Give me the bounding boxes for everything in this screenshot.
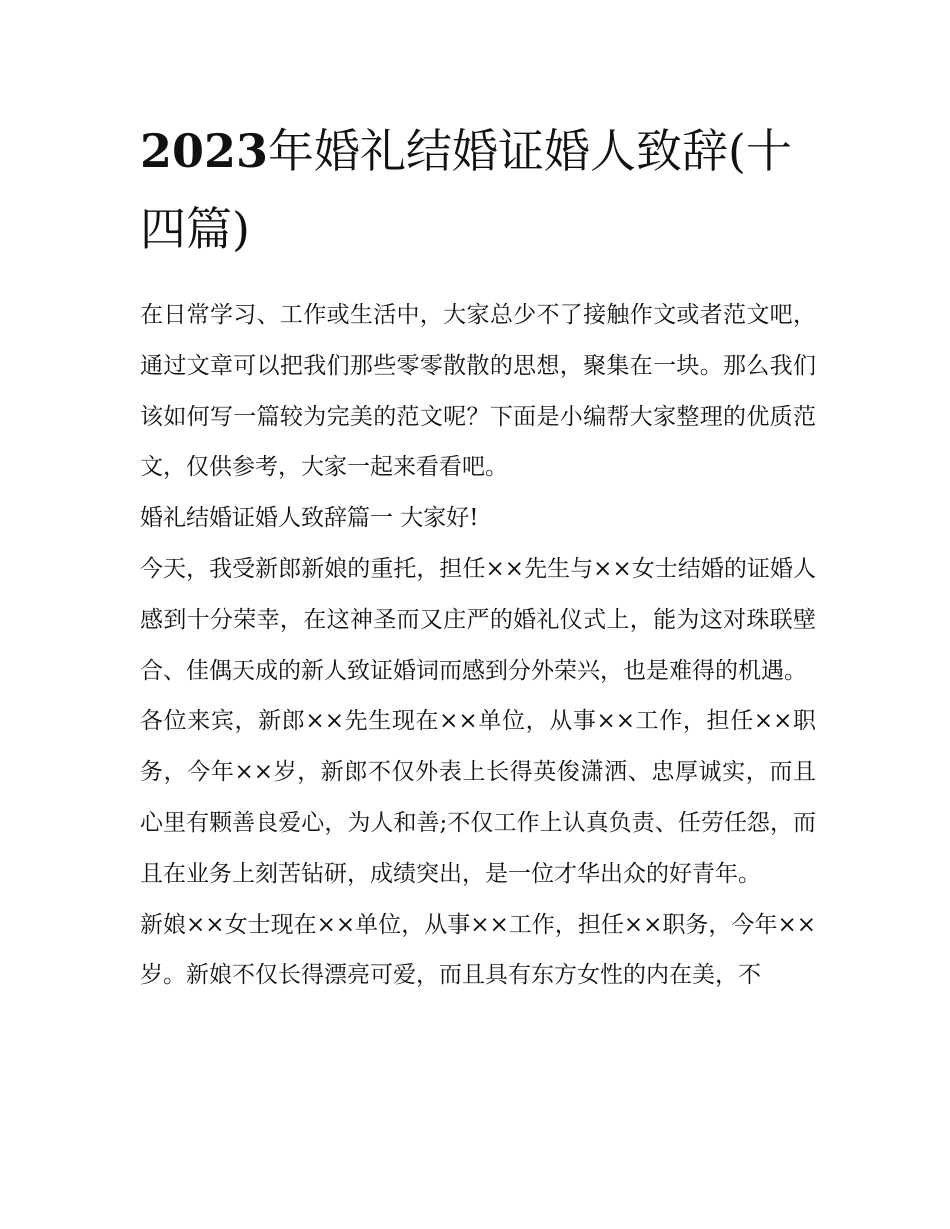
title-year: 2023 [140, 124, 269, 178]
paragraph-today: 今天，我受新郎新娘的重托，担任××先生与××女士结婚的证婚人感到十分荣幸，在这神圣而又庄严的婚礼仪式上，能为这对珠联壁合、佳偶天成的新人致证婚词而感到分外荣兴，也是难得的机遇。 [140, 555, 816, 684]
document-page [140, 112, 816, 1001]
title-text: 年婚礼结婚证婚人致辞(十四篇) [140, 124, 792, 256]
document-body [140, 290, 816, 1001]
paragraph-section-heading: 婚礼结婚证婚人致辞篇一 大家好! [140, 505, 479, 532]
paragraph-groom: 各位来宾，新郎××先生现在××单位，从事××工作，担任××职务，今年××岁，新郎不仅外表上长得英俊潇洒、忠厚诚实，而且心里有颗善良爱心，为人和善;不仅工作上认真负责、任劳任怨，而且在业务上刻苦钻研，成绩突出，是一位才华出众的好青年。 [140, 708, 816, 887]
paragraph-intro: 在日常学习、工作或生活中，大家总少不了接触作文或者范文吧，通过文章可以把我们那些零零散散的思想，聚集在一块。那么我们该如何写一篇较为完美的范文呢？下面是小编帮大家整理的优质范文，仅供参考，大家一起来看看吧。 [140, 302, 816, 481]
paragraph-bride: 新娘××女士现在××单位，从事××工作，担任××职务，今年××岁。新娘不仅长得漂亮可爱，而且具有东方女性的内在美，不 [140, 911, 816, 989]
document-title [140, 112, 816, 268]
